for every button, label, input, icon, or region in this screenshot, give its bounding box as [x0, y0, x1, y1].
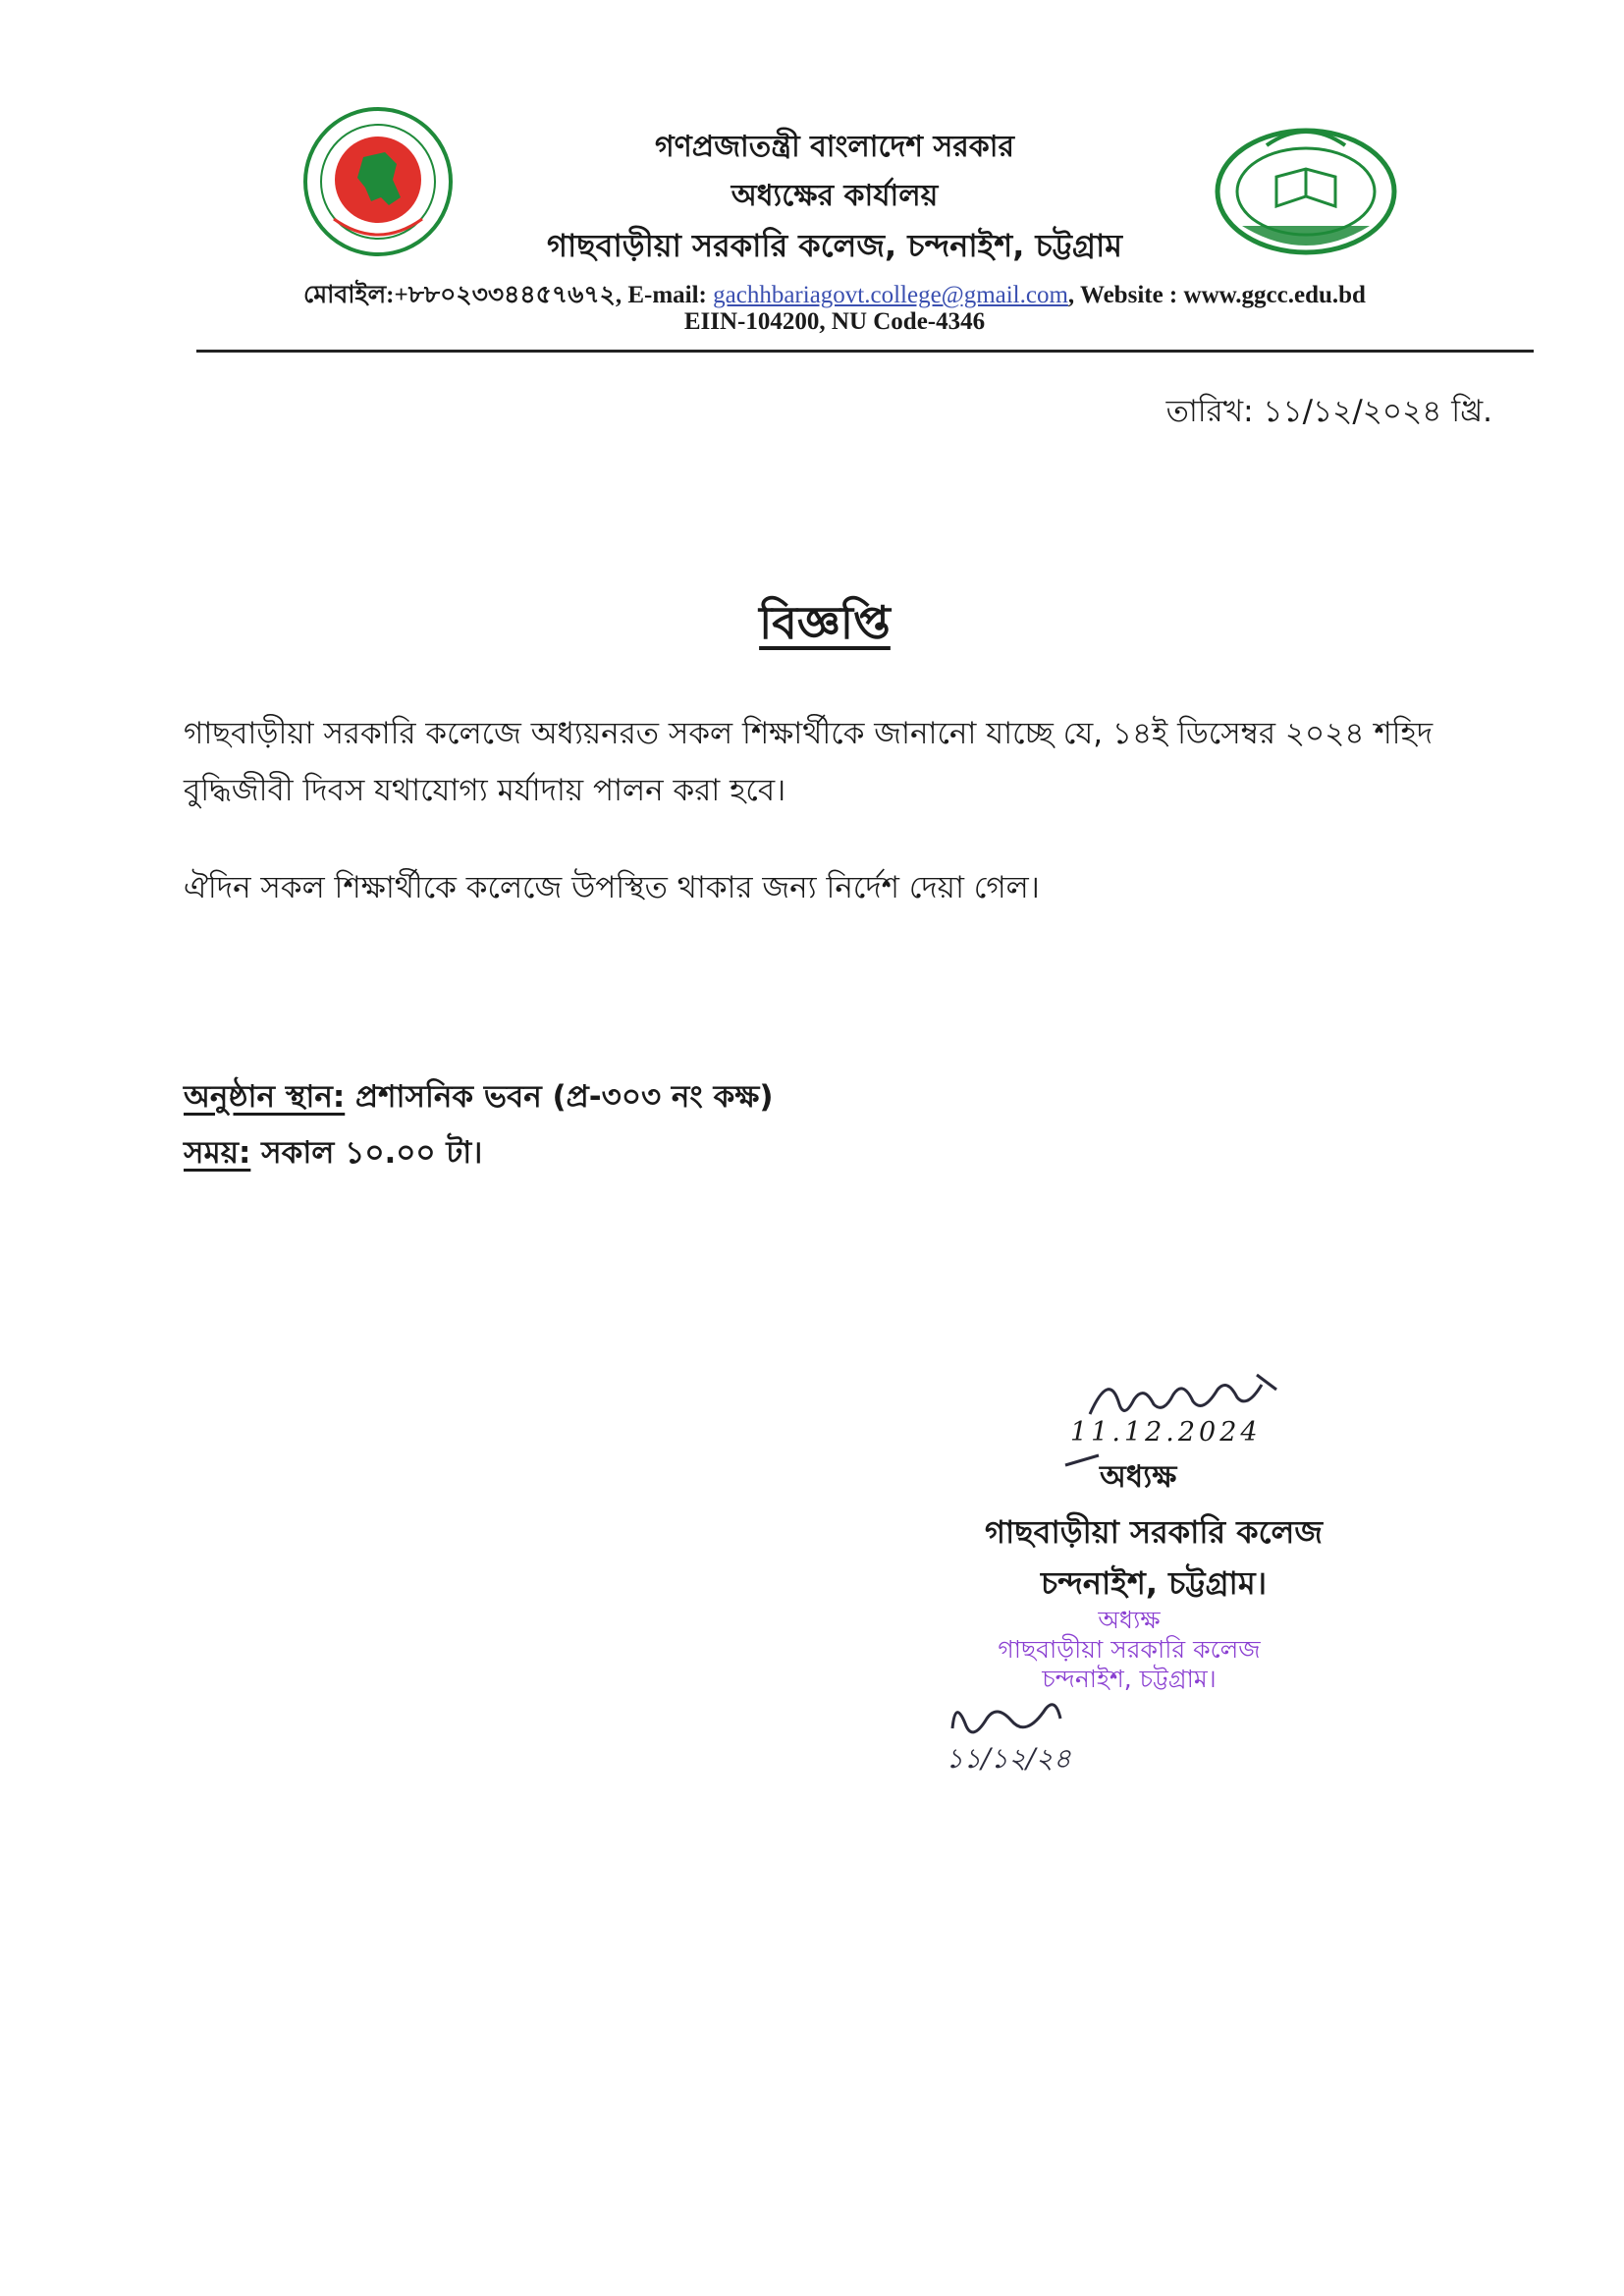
stamp-place: চন্দনাইশ, চট্টগ্রাম। [1042, 1665, 1217, 1693]
email-link[interactable]: gachhbariagovt.college@gmail.com [713, 282, 1068, 308]
government-name: গণপ্রজাতন্ত্রী বাংলাদেশ সরকার [655, 130, 1014, 164]
time-value: সকাল ১০.০০ টা। [250, 1135, 483, 1171]
website-text: , Website : www.ggcc.edu.bd [1067, 282, 1366, 308]
venue-label: অনুষ্ঠান স্থান: [184, 1079, 346, 1115]
header-divider [196, 350, 1534, 353]
stamp-handwritten-date: ১১/১২/২৪ [946, 1742, 1071, 1775]
mobile-label: মোবাইল:+৮৮০২৩৩৪৪৫৭৬৭২, E-mail: [303, 282, 707, 308]
venue-value: প্রশাসনিক ভবন (প্র-৩০৩ নং কক্ষ) [345, 1079, 774, 1115]
checkmark [1063, 1451, 1103, 1471]
stamp-college: গাছবাড়ীয়া সরকারি কলেজ [998, 1635, 1261, 1664]
signature-handwritten-date: 11.12.2024 [1070, 1417, 1262, 1448]
notice-paragraph-2: ঐদিন সকল শিক্ষার্থীকে কলেজে উপস্থিত থাকার জন্য নির্দেশ দেয়া গেল। [184, 870, 1040, 905]
college-emblem-logo [1208, 118, 1404, 265]
college-name-address: গাছবাড়ীয়া সরকারি কলেজ, চন্দনাইশ, চট্টগ্রাম [547, 227, 1122, 264]
time-line [184, 1129, 1165, 1180]
notice-title: বিজ্ঞপ্তি [759, 596, 891, 649]
signatory-title: অধ্যক্ষ [1100, 1459, 1177, 1495]
stamp-signature [938, 1689, 1105, 1777]
office-name: অধ্যক্ষের কার্যালয় [731, 179, 939, 213]
notice-paragraph-1: গাছবাড়ীয়া সরকারি কলেজে অধ্যয়নরত সকল শিক্ষার্থীকে জানানো যাচ্ছে যে, ১৪ই ডিসেম্বর ২০২৪ শহিদ বুদ্ধিজীবী দিবস যথাযোগ্য মর্যাদায় পালন করা হবে। [184, 716, 1434, 808]
notice-date: তারিখ: ১১/১২/২০২৪ খ্রি. [1165, 394, 1492, 429]
venue-line [184, 1073, 1165, 1124]
signatory-place: চন্দনাইশ, চট্টগ্রাম। [1040, 1564, 1268, 1602]
eiin-nu-code: EIIN-104200, NU Code-4346 [683, 308, 986, 335]
time-label: সময়: [184, 1135, 251, 1171]
stamp-title: অধ্যক্ষ [1098, 1606, 1161, 1634]
signatory-college: গাছবাড়ীয়া সরকারি কলেজ [984, 1513, 1324, 1551]
